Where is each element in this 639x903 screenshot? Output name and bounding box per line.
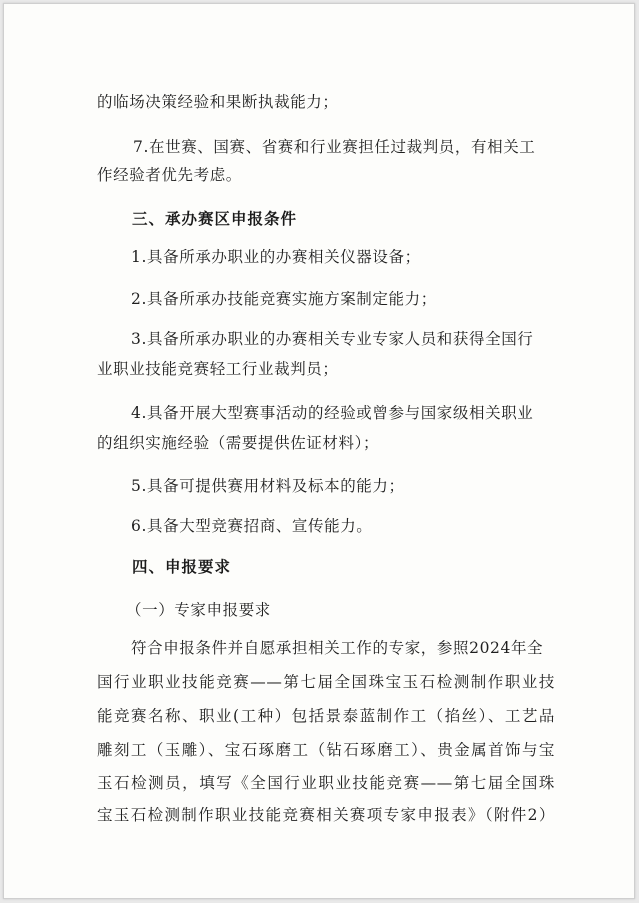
section-heading: 四、申报要求 [132,558,232,576]
text-line: 1.具备所承办职业的办赛相关仪器设备； [131,248,421,266]
text-line: 2.具备所承办技能竞赛实施方案制定能力； [131,290,437,308]
text-line: 能竞赛名称、职业(工种）包括景泰蓝制作工（掐丝）、工艺品 [97,707,555,725]
document-page [3,3,635,899]
text-line: 7.在世赛、国赛、省赛和行业赛担任过裁判员，有相关工 [133,138,536,156]
section-heading: 三、承办赛区申报条件 [132,210,298,228]
text-line: 作经验者优先考虑。 [97,166,242,184]
text-line: 的组织实施经验（需要提供佐证材料）； [97,434,380,452]
subsection-heading: （一）专家申报要求 [126,601,271,619]
text-line: 符合申报条件并自愿承担相关工作的专家，参照2024年全 [131,639,544,657]
text-line: 雕刻工（玉雕）、宝石琢磨工（钻石琢磨工）、贵金属首饰与宝 [97,741,555,759]
text-line: 业职业技能竞赛轻工行业裁判员； [97,360,339,378]
text-line: 宝玉石检测制作职业技能竞赛相关赛项专家申报表》（附件2） [97,806,555,824]
text-line: 6.具备大型竞赛招商、宣传能力。 [131,517,373,535]
text-line: 的临场决策经验和果断执裁能力； [97,93,339,111]
text-line: 玉石检测员，填写《全国行业职业技能竞赛——第七届全国珠 [97,774,555,792]
text-line: 4.具备开展大型赛事活动的经验或曾参与国家级相关职业 [131,404,534,422]
text-line: 3.具备所承办职业的办赛相关专业专家人员和获得全国行 [131,330,534,348]
text-line: 国行业职业技能竞赛——第七届全国珠宝玉石检测制作职业技 [97,673,555,691]
text-line: 5.具备可提供赛用材料及标本的能力； [131,477,405,495]
